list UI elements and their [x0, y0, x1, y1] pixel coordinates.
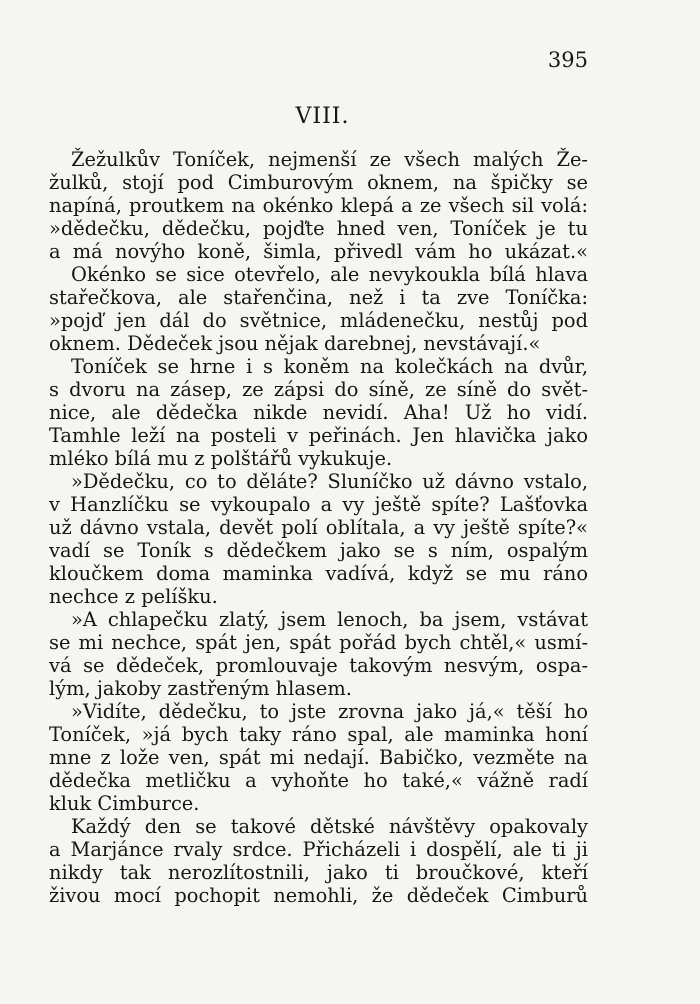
text-line: žulků, stojí pod Cimburovým oknem, na špičky se — [49, 171, 588, 194]
text-line: Toníček, »já bych taky ráno spal, ale maminka honí — [49, 723, 588, 746]
text-line: a má novýho koně, šimla, přivedl vám ho ukázat.« — [49, 240, 588, 263]
text-line: už dávno vstala, devět polí oblítala, a vy ještě spíte?« — [49, 516, 588, 539]
paragraph — [49, 470, 588, 608]
paragraph — [49, 148, 588, 263]
text-line: dědečka metličku a vyhoňte ho také,« vážně radí — [49, 769, 588, 792]
text-line: lým, jakoby zastřeným hlasem. — [49, 677, 352, 700]
text-line: v Hanzlíčku se vykoupalo a vy ještě spíte? Lašťovka — [49, 493, 588, 516]
body-text — [49, 148, 588, 907]
text-line: mne z lože ven, spát mi nedají. Babičko, vezměte na — [49, 746, 588, 769]
text-line: Žežulkův Toníček, nejmenší ze všech malých Že- — [71, 148, 588, 171]
text-line: nechce z pelíšku. — [49, 585, 218, 608]
text-line: nice, ale dědečka nikde nevidí. Aha! Už ho vidí. — [49, 401, 588, 424]
paragraph — [49, 263, 588, 355]
text-line: »Vidíte, dědečku, to jste zrovna jako já,« těší ho — [71, 700, 588, 723]
text-line: Okénko se sice otevřelo, ale nevykoukla bílá hlava — [71, 263, 588, 286]
text-line: Tamhle leží na posteli v peřinách. Jen hlavička jako — [49, 424, 588, 447]
text-line: vadí se Toník s dědečkem jako se s ním, ospalým — [49, 539, 588, 562]
paragraph — [49, 815, 588, 907]
paragraph — [49, 700, 588, 815]
text-line: Každý den se takové dětské návštěvy opakovaly — [71, 815, 588, 838]
page-number: 395 — [547, 48, 588, 72]
text-line: »dědečku, dědečku, pojďte hned ven, Toníček je tu — [49, 217, 588, 240]
text-line: nikdy tak nerozlítostnili, jako ti broučkové, kteří — [49, 861, 588, 884]
chapter-heading: VIII. — [295, 104, 350, 129]
text-line: živou mocí pochopit nemohli, že dědeček Cimburů — [49, 884, 588, 907]
text-line: Toníček se hrne i s koněm na kolečkách na dvůr, — [71, 355, 588, 378]
text-line: oknem. Dědeček jsou nějak darebnej, nevstávají.« — [49, 332, 541, 355]
text-line: kluk Cimburce. — [49, 792, 200, 815]
text-line: »pojď jen dál do světnice, mládenečku, nestůj pod — [49, 309, 588, 332]
text-line: s dvoru na zásep, ze zápsi do síně, ze síně do svět- — [49, 378, 588, 401]
text-line: kloučkem doma maminka vadívá, když se mu ráno — [49, 562, 588, 585]
paragraph — [49, 355, 588, 470]
text-line: »Dědečku, co to děláte? Sluníčko už dávno vstalo, — [71, 470, 588, 493]
text-line: »A chlapečku zlatý, jsem lenoch, ba jsem, vstávat — [71, 608, 588, 631]
text-line: a Marjánce rvaly srdce. Přicházeli i dospělí, ale ti ji — [49, 838, 588, 861]
text-line: napíná, proutkem na okénko klepá a ze všech sil volá: — [49, 194, 588, 217]
text-line: stařečkova, ale stařenčina, než i ta zve Toníčka: — [49, 286, 588, 309]
paragraph — [49, 608, 588, 700]
text-line: se mi nechce, spát jen, spát pořád bych chtěl,« usmí- — [49, 631, 588, 654]
text-line: vá se dědeček, promlouvaje takovým nesvým, ospa- — [49, 654, 588, 677]
text-line: mléko bílá mu z polštářů vykukuje. — [49, 447, 393, 470]
